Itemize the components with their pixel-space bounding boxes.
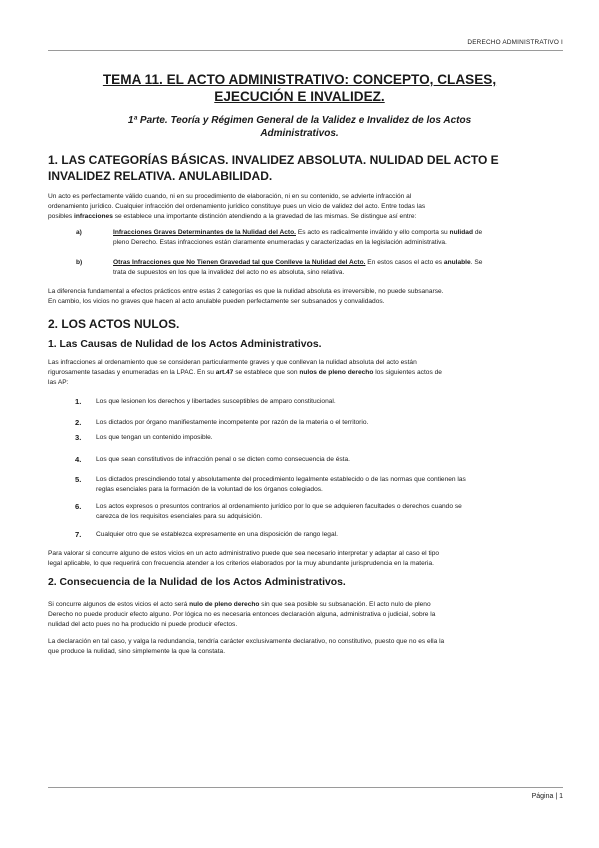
numbered-item-2: 2. Los dictados por órgano manifiestamente incompetente por razón de la materia o el territorio. (75, 418, 369, 427)
numbered-item-1: 1. Los que lesionen los derechos y libertades susceptibles de amparo constitucional. (75, 397, 336, 406)
numbered-item-3: 3. Los que tengan un contenido imposible. (75, 433, 213, 442)
document-subtitle (60, 114, 539, 140)
subsection-2-1-heading: 1. Las Causas de Nulidad de los Actos Administrativos. (48, 339, 322, 350)
numbered-item-7: 7. Cualquier otro que se establezca expresamente en una disposición de rango legal. (75, 530, 338, 539)
bold-term: infracciones (74, 213, 113, 220)
footer-divider (48, 787, 563, 788)
numbered-item-4: 4. Los que sean constitutivos de infracción penal o se dicten como consecuencia de ésta. (75, 455, 351, 464)
list-item-body: Otras Infracciones que No Tienen Gravedad tal que Conlleve la Nulidad del Acto. En estos casos el acto es anulable. Se trata de supuestos en los que la invalidez del acto no es absoluta, sino relativa. (113, 259, 483, 276)
document-title (48, 71, 551, 105)
section-1-heading (48, 153, 559, 184)
bold-term: nulo de pleno derecho (189, 601, 260, 608)
subsection-2-1-intro: Las infracciones al ordenamiento que se consideran particularmente graves y que conllevan la nulidad absoluta del acto están rigurosamente tasadas y enumeradas en la LPAC. En su art.47 se establece que son nulos de pleno derecho los siguientes actos de las AP: (48, 359, 442, 386)
bold-term: nulos de pleno derecho (299, 369, 374, 376)
subsection-2-2-paragraph-2: La declaración en tal caso, y valga la redundancia, tendría carácter exclusivamente declarativo, no constitutivo, puesto que no es ella la que produce la nulidad, sino simplemente la que la constata. (48, 638, 445, 655)
list-item-body: Infracciones Graves Determinantes de la Nulidad del Acto. Es acto es radicalmente inválido y ello comporta su nulidad de pleno Derecho. Estas infracciones están claramente enumeradas y caracterizadas en la legislación administrativa. (113, 229, 483, 246)
running-header: DERECHO ADMINISTRATIVO I (467, 39, 563, 46)
section-1-heading-line-1: 1. LAS CATEGORÍAS BÁSICAS. INVALIDEZ ABSOLUTA. NULIDAD DEL ACTO E (48, 153, 499, 167)
title-line-2: EJECUCIÓN E INVALIDEZ. (214, 89, 385, 104)
numbered-item-5: 5. Los dictados prescindiendo total y absolutamente del procedimiento legalmente establecido o de las normas que contienen las reglas esenciales para la formación de la voluntad de los órganos colegiados. (75, 475, 466, 493)
section-1-heading-line-2: INVALIDEZ RELATIVA. ANULABILIDAD. (48, 168, 273, 183)
subsection-2-2-paragraph-1: Si concurre algunos de estos vicios el acto será nulo de pleno derecho sin que sea posible su subsanación. El acto nulo de pleno Derecho no puede producir efecto alguno. Por lógica no es necesaria entonces declaración alguna, administrativa o judicial, sobre la nulidad del acto pues no ha producido ni puede producir efectos. (48, 601, 436, 628)
item-number: 7. (75, 530, 82, 539)
subtitle-line-1: 1ª Parte. Teoría y Régimen General de la Validez e Invalidez de los Actos (127, 115, 472, 126)
item-number: 1. (75, 397, 82, 406)
bold-term: art.47 (215, 369, 234, 376)
item-number: 6. (75, 502, 82, 511)
title-line-1: TEMA 11. EL ACTO ADMINISTRATIVO: CONCEPTO, CLASES, (102, 72, 497, 87)
list-item-a (48, 228, 559, 248)
subtitle-line-2: Administrativos. (260, 128, 339, 139)
list-item-b (48, 258, 559, 278)
item-number: 5. (75, 475, 82, 484)
section-1-closing: La diferencia fundamental a efectos prácticos entre estas 2 categorías es que la nulidad absoluta es irreversible, no puede subsanarse. En cambio, los vicios no graves que hacen al acto anulable pueden perfectamente ser subsanados y convalidados. (48, 288, 444, 305)
item-number: 4. (75, 455, 82, 464)
list-item-term: Infracciones Graves Determinantes de la Nulidad del Acto. (113, 229, 296, 236)
list-item-term: Otras Infracciones que No Tienen Gravedad tal que Conlleve la Nulidad del Acto. (113, 259, 366, 266)
subsection-2-1-closing: Para valorar si concurre alguno de estos vicios en un acto administrativo puede que sea necesario interpretar y adaptar al caso el tipo legal aplicable, lo que requerirá con frecuencia atender a los criterios elaborados por la muy abundante jurisprudencia en la materia. (48, 550, 440, 567)
intro-line: ordenamiento jurídico. Cualquier infracción del ordenamiento jurídico constituye pues un vicio de validez del acto. Entre todas las (48, 203, 426, 210)
numbered-item-6: 6. Los actos expresos o presuntos contrarios al ordenamiento jurídico por lo que se adquieren facultades o derechos cuando se carezca de los requisitos esenciales para su adquisición. (75, 502, 462, 520)
list-marker: b) (76, 259, 83, 266)
page-number: Página | 1 (531, 793, 563, 800)
intro-line: posibles infracciones se establece una importante distinción atendiendo a la gravedad de las mismas. Se distingue así entre: (48, 213, 417, 220)
section-2-heading: 2. LOS ACTOS NULOS. (48, 317, 180, 331)
item-number: 3. (75, 433, 82, 442)
header-divider (48, 50, 563, 51)
section-1-intro (48, 192, 559, 222)
intro-line: Un acto es perfectamente válido cuando, ni en su procedimiento de elaboración, ni en su contenido, se advierte infracción al (48, 193, 412, 200)
list-marker: a) (76, 229, 82, 236)
subsection-2-2-heading: 2. Consecuencia de la Nulidad de los Actos Administrativos. (48, 577, 346, 588)
item-number: 2. (75, 418, 82, 427)
